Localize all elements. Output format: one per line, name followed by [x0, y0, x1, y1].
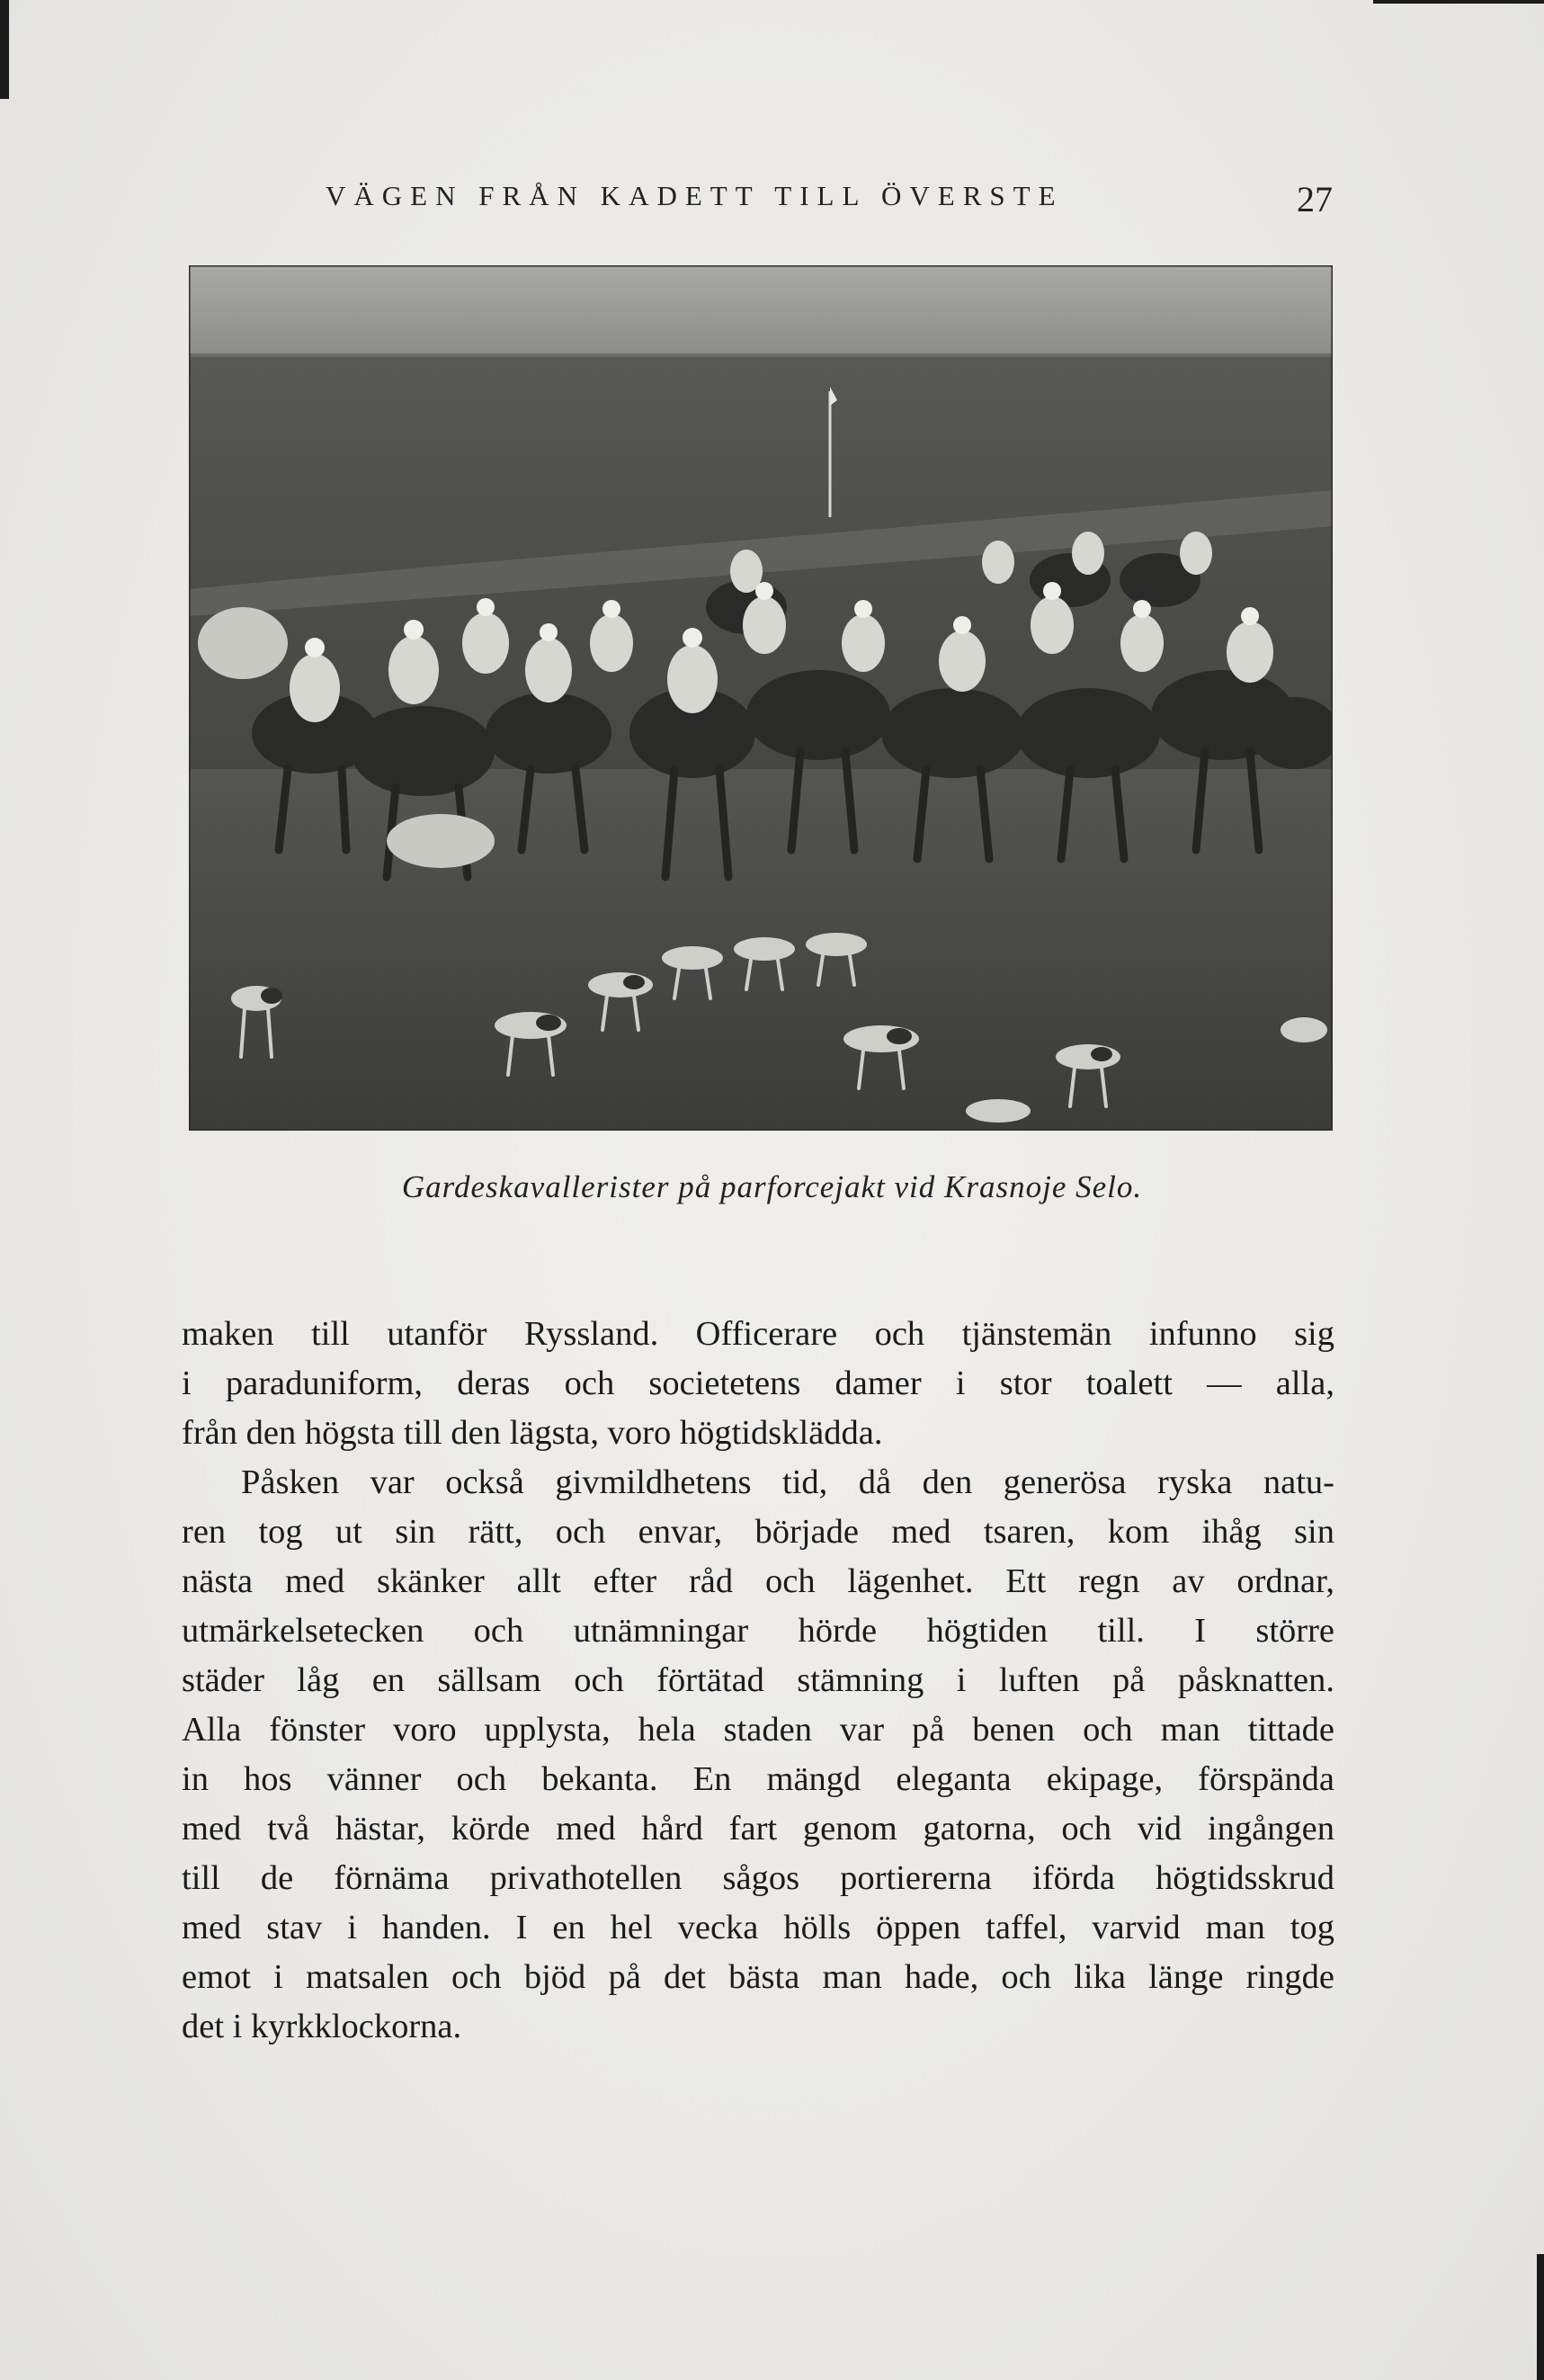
scan-border — [1373, 0, 1544, 4]
running-head — [326, 178, 1333, 232]
text-line: Alla fönster voro upplysta, hela staden var på benen och man tittade — [182, 1711, 1334, 1749]
running-title: VÄGEN FRÅN KADETT TILL ÖVERSTE — [326, 180, 1064, 211]
photograph-image — [189, 265, 1333, 1131]
text-line: utmärkelsetecken och utnämningar hörde högtiden till. I större — [182, 1612, 1334, 1650]
text-line: ren tog ut sin rätt, och envar, började med tsaren, kom ihåg sin — [182, 1513, 1334, 1551]
text-line: städer låg en sällsam och förtätad stämning i luften på påsknatten. — [182, 1661, 1334, 1699]
scan-border — [0, 0, 9, 99]
text-line: med två hästar, körde med hård fart genom gatorna, och vid ingången — [182, 1810, 1334, 1848]
text-line: det i kyrkklockorna. — [182, 2008, 462, 2045]
text-line: maken till utanför Ryssland. Officerare och tjänstemän infunno sig — [182, 1315, 1334, 1353]
figure-caption: Gardeskavallerister på parforcejakt vid Krasnoje Selo. — [401, 1169, 1143, 1204]
text-line: emot i matsalen och bjöd på det bästa man hade, och lika länge ringde — [182, 1958, 1334, 1996]
text-line: med stav i handen. I en hel vecka hölls öppen taffel, varvid man tog — [182, 1909, 1334, 1946]
text-line: in hos vänner och bekanta. En mängd eleganta ekipage, förspända — [182, 1760, 1334, 1798]
photograph — [189, 265, 1333, 1131]
page-number: 27 — [1297, 179, 1333, 219]
scan-border — [1537, 2254, 1544, 2380]
body-text — [182, 1310, 1334, 2052]
text-line: Påsken var också givmildhetens tid, då den generösa ryska natu- — [241, 1463, 1334, 1501]
text-line: till de förnäma privathotellen sågos portiererna iförda högtidsskrud — [182, 1859, 1334, 1897]
text-line: nästa med skänker allt efter råd och lägenhet. Ett regn av ordnar, — [182, 1562, 1334, 1600]
text-line: från den högsta till den lägsta, voro högtidsklädda. — [182, 1414, 883, 1452]
text-line: i paraduniform, deras och societetens damer i stor toalett — alla, — [182, 1364, 1334, 1402]
